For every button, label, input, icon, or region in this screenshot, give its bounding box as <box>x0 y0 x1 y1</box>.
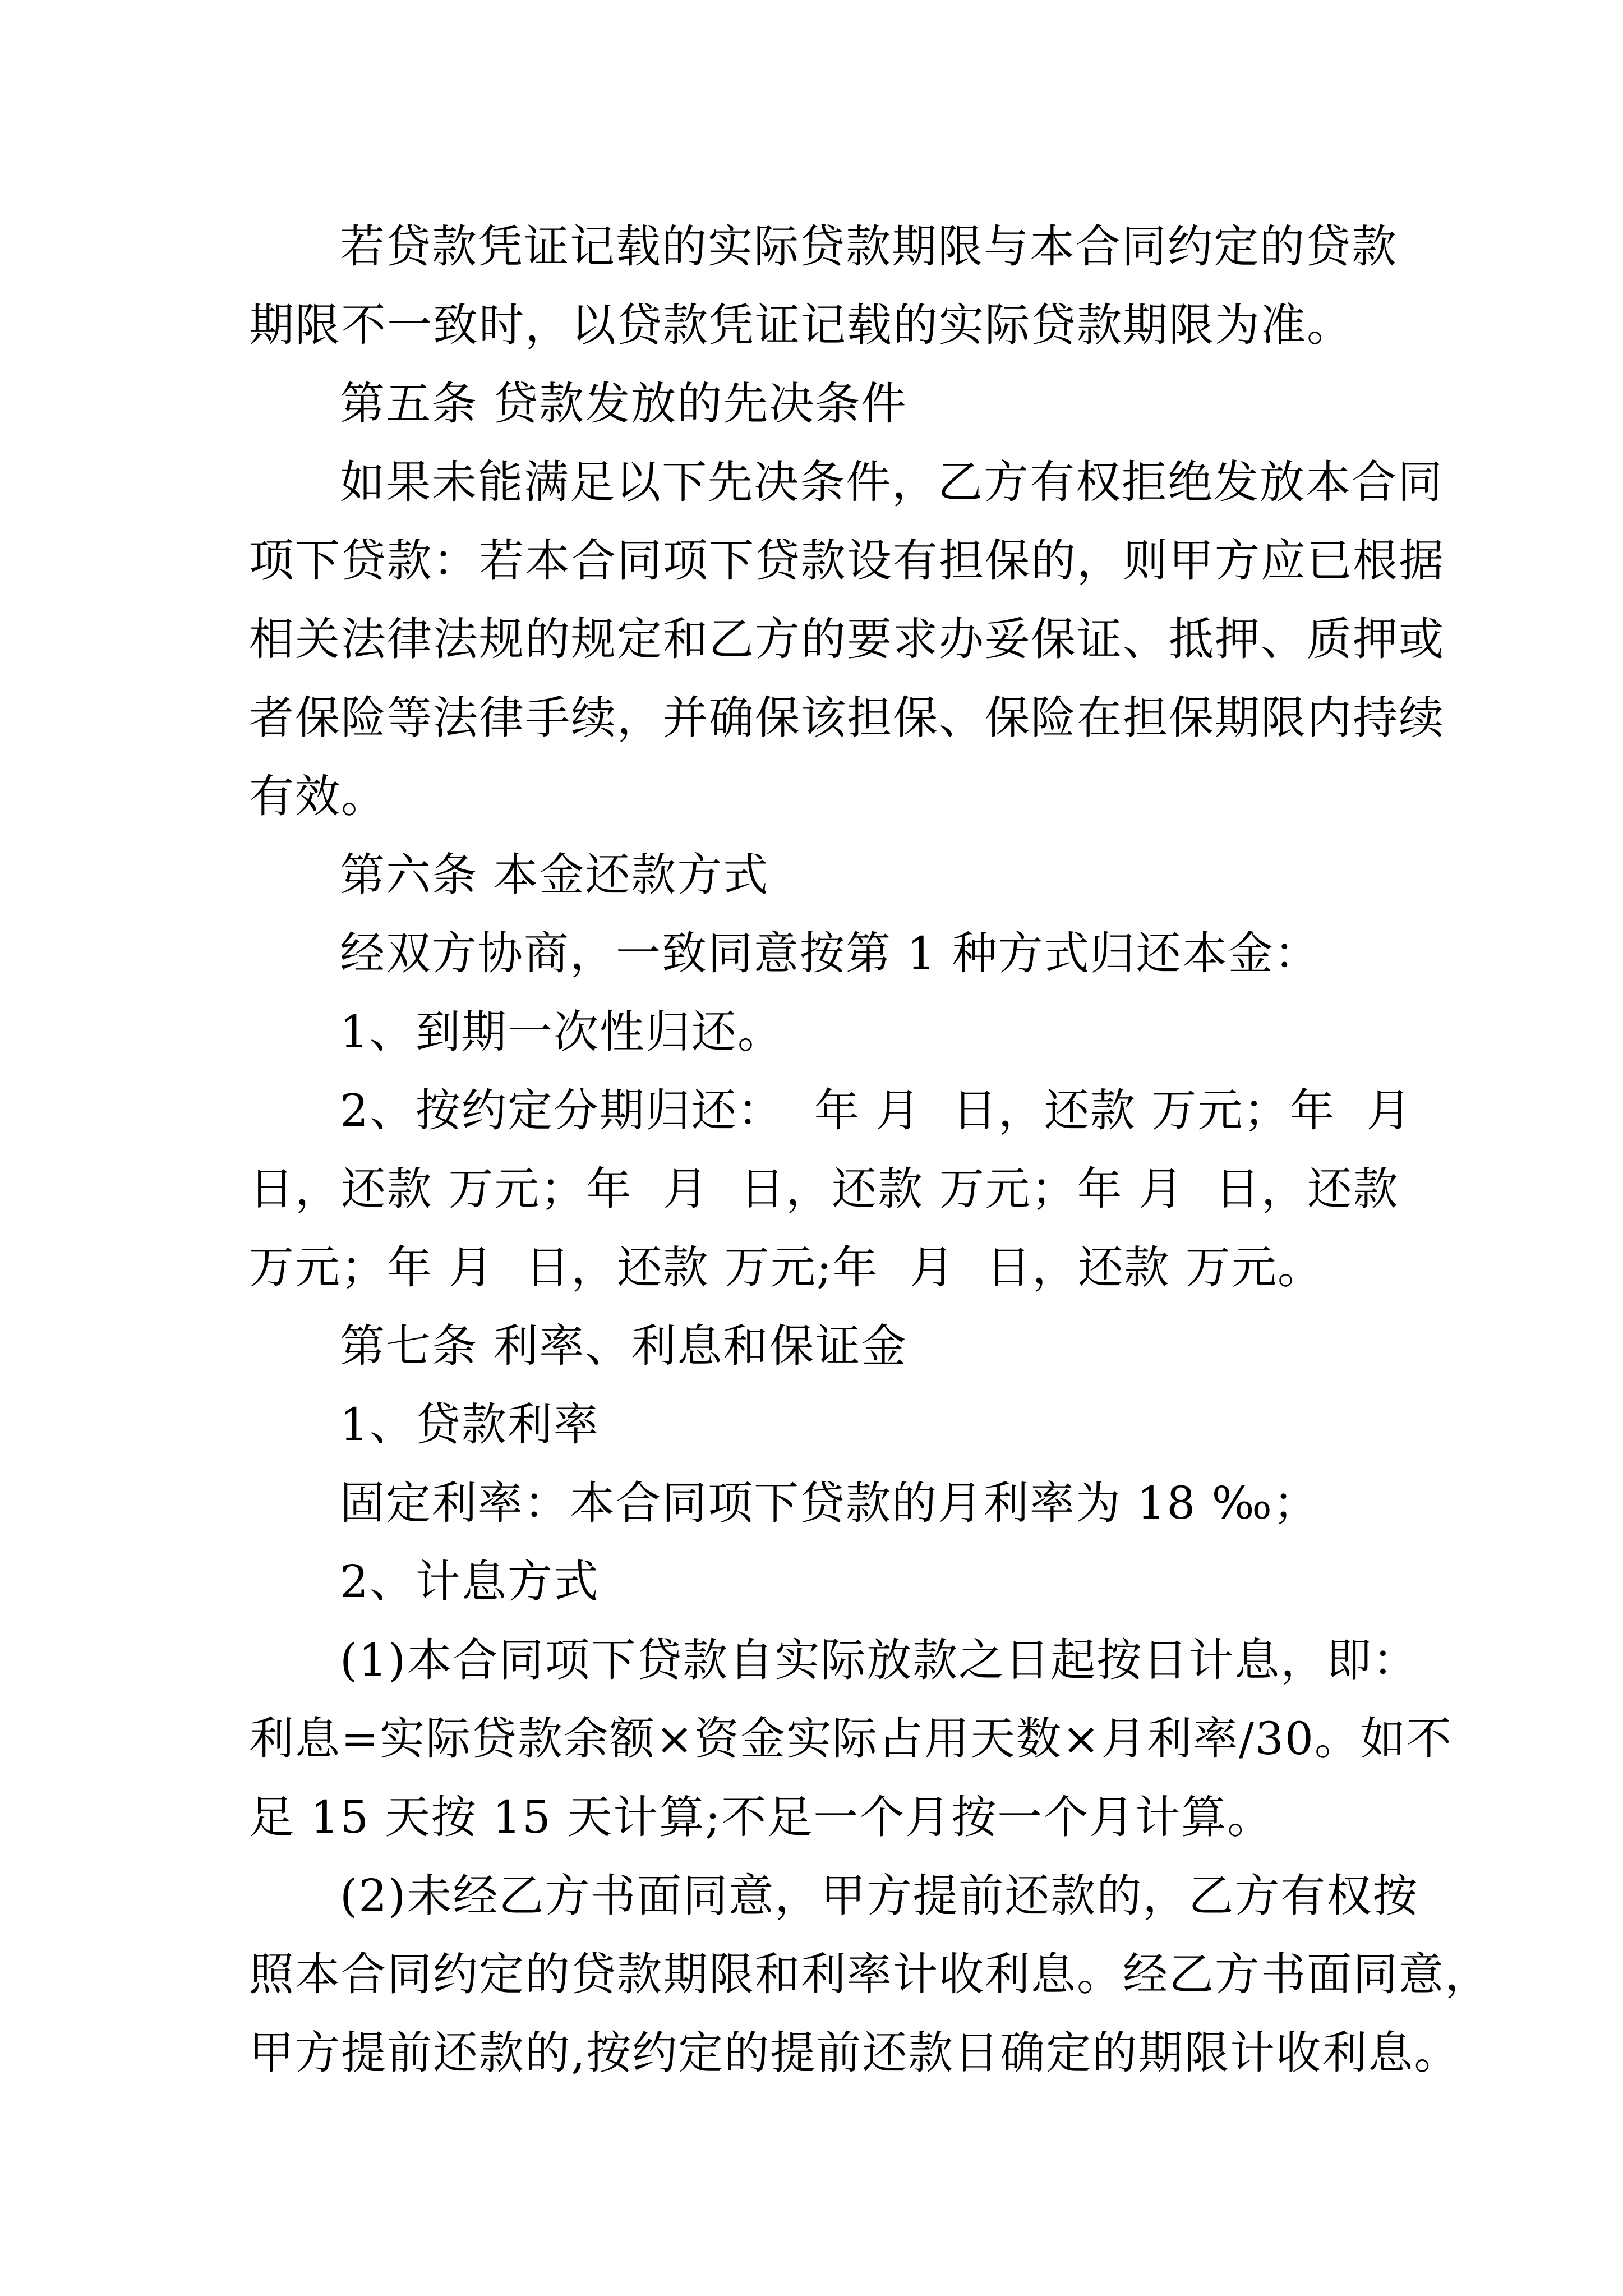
list-item: 2、按约定分期归还： 年 月 日，还款 万元；年 月 <box>340 1084 1413 1137</box>
paragraph-line: 如果未能满足以下先决条件，乙方有权拒绝发放本合同 <box>340 456 1444 508</box>
paragraph-line: 照本合同约定的贷款期限和利率计收利息。经乙方书面同意， <box>249 1948 1491 2000</box>
list-item: 1、贷款利率 <box>340 1398 600 1451</box>
paragraph-line: 日，还款 万元；年 月 日，还款 万元；年 月 日，还款 <box>249 1163 1399 1215</box>
paragraph-line: 若贷款凭证记载的实际贷款期限与本合同约定的贷款 <box>340 220 1398 273</box>
section-heading: 第六条 本金还款方式 <box>340 849 769 901</box>
paragraph-line: 经双方协商，一致同意按第 1 种方式归还本金： <box>340 927 1320 979</box>
paragraph-line: 固定利率：本合同项下贷款的月利率为 18 ‰； <box>340 1477 1319 1529</box>
paragraph-line: 有效。 <box>249 770 387 822</box>
paragraph-line: 甲方提前还款的,按约定的提前还款日确定的期限计收利息。 <box>249 2027 1460 2079</box>
list-item: 2、计息方式 <box>340 1556 600 1608</box>
paragraph-line: 相关法律法规的规定和乙方的要求办妥保证、抵押、质押或 <box>249 613 1445 665</box>
section-heading: 第五条 贷款发放的先决条件 <box>340 378 907 430</box>
section-heading: 第七条 利率、利息和保证金 <box>340 1320 907 1372</box>
paragraph-line: 项下贷款：若本合同项下贷款设有担保的，则甲方应已根据 <box>249 535 1445 587</box>
paragraph-line: (1)本合同项下贷款自实际放款之日起按日计息，即： <box>340 1634 1419 1686</box>
paragraph-line: 利息=实际贷款余额×资金实际占用天数×月利率/30。如不 <box>249 1713 1453 1765</box>
paragraph-line: 足 15 天按 15 天计算;不足一个月按一个月计算。 <box>249 1791 1274 1843</box>
list-item: 1、到期一次性归还。 <box>340 1006 783 1058</box>
document-body <box>249 208 1491 2092</box>
paragraph-line: (2)未经乙方书面同意，甲方提前还款的，乙方有权按 <box>340 1870 1419 1922</box>
paragraph-line: 者保险等法律手续，并确保该担保、保险在担保期限内持续 <box>249 692 1445 744</box>
paragraph-line: 期限不一致时，以贷款凭证记载的实际贷款期限为准。 <box>249 299 1353 351</box>
paragraph-line: 万元；年 月 日，还款 万元;年 月 日，还款 万元。 <box>249 1241 1324 1294</box>
